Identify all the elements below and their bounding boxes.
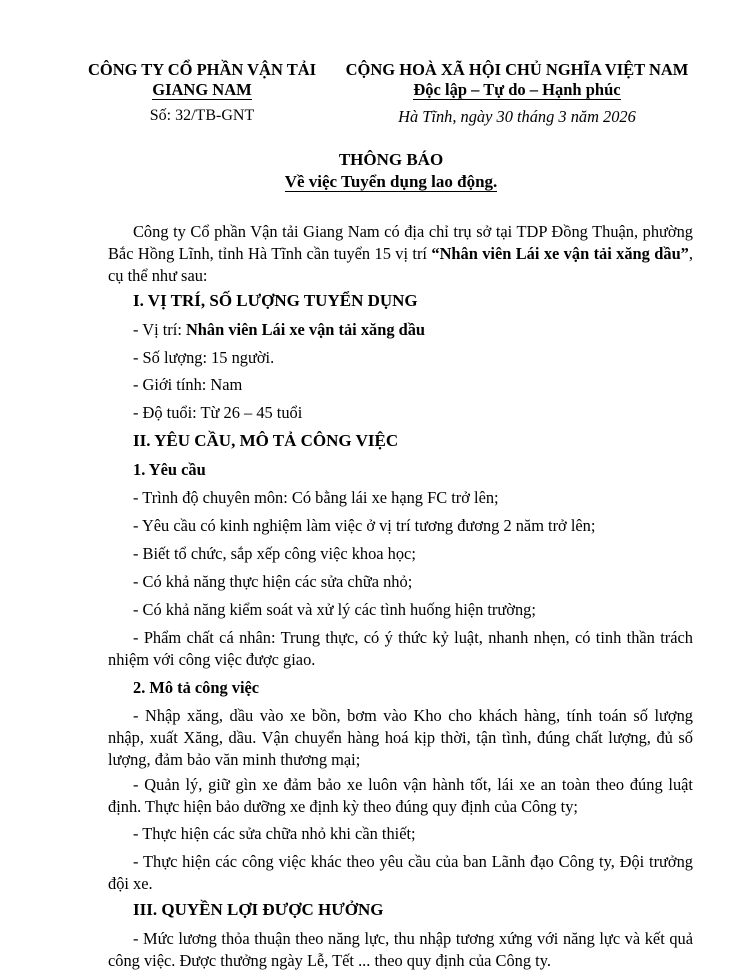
job-description-item: - Nhập xăng, dầu vào xe bồn, bơm vào Kho cho khách hàng, tính toán số lượng nhập, xuất Xăng, dầu. Vận chuyển hàng hoá kịp thời, tận tình, đúng chất lượng, đủ số lượng, đảm bảo văn minh thương mại; (108, 706, 693, 769)
section-3-heading: III. QUYỀN LỢI ĐƯỢC HƯỞNG (133, 900, 384, 919)
section-2-heading: II. YÊU CẦU, MÔ TẢ CÔNG VIỆC (133, 431, 399, 450)
document-number: Số: 32/TB-GNT (149, 107, 255, 124)
document-title: THÔNG BÁO (338, 150, 444, 169)
national-motto-block (338, 80, 696, 100)
company-name-line1: CÔNG TY CỔ PHẦN VẬN TẢI (87, 60, 317, 79)
section-1-heading: I. VỊ TRÍ, SỐ LƯỢNG TUYỂN DỤNG (133, 291, 418, 310)
position-line (133, 319, 718, 341)
requirements-heading: 1. Yêu cầu (133, 460, 206, 479)
requirement-item: - Có khả năng thực hiện các sửa chữa nhỏ; (133, 572, 413, 591)
quantity-line: - Số lượng: 15 người. (133, 348, 275, 367)
place-date: Hà Tĩnh, ngày 30 tháng 3 năm 2026 (398, 107, 636, 126)
age-line: - Độ tuổi: Từ 26 – 45 tuổi (133, 403, 303, 422)
requirement-item: - Biết tổ chức, sắp xếp công việc khoa học; (133, 544, 416, 563)
job-description-item: - Quản lý, giữ gìn xe đảm bảo xe luôn vận hành tốt, lái xe an toàn theo đúng luật định. Thực hiện bảo dưỡng xe định kỳ theo đúng quy định của Công ty; (108, 775, 693, 816)
position-label: - Vị trí: (133, 320, 186, 339)
national-motto: Độc lập – Tự do – Hạnh phúc (413, 80, 621, 99)
requirement-item: - Có khả năng kiểm soát và xử lý các tình huống hiện trường; (133, 600, 536, 619)
requirement-item: - Trình độ chuyên môn: Có bằng lái xe hạng FC trở lên; (133, 488, 499, 507)
company-name-block (84, 80, 320, 100)
company-name-line2: GIANG NAM (152, 80, 252, 99)
document-subtitle-block (0, 172, 754, 192)
national-title: CỘNG HOÀ XÃ HỘI CHỦ NGHĨA VIỆT NAM (345, 60, 689, 79)
job-description-item: - Thực hiện các sửa chữa nhỏ khi cần thiết; (133, 824, 416, 843)
job-description-heading: 2. Mô tả công việc (133, 678, 260, 697)
intro-paragraph (108, 221, 693, 287)
intro-text: Công ty Cổ phần Vận tải Giang Nam có địa chỉ trụ sở tại TDP Đồng Thuận, phường Bắc Hồng Lĩnh, tỉnh Hà Tĩnh cần tuyển 15 vị trí (108, 222, 693, 263)
benefit-item: - Mức lương thỏa thuận theo năng lực, thu nhập tương xứng với năng lực và kết quả công việc. Được thưởng ngày Lễ, Tết ... theo quy định của Công ty. (108, 929, 693, 970)
intro-position-highlight: “Nhân viên Lái xe vận tải xăng dầu” (431, 244, 689, 263)
job-description-item: - Thực hiện các công việc khác theo yêu cầu của ban Lãnh đạo Công ty, Đội trưởng đội xe. (108, 852, 693, 893)
requirement-item: - Phẩm chất cá nhân: Trung thực, có ý thức kỷ luật, nhanh nhẹn, có tinh thần trách nhiệm với công việc được giao. (108, 628, 693, 669)
requirement-item: - Yêu cầu có kinh nghiệm làm việc ở vị trí tương đương 2 năm trở lên; (133, 516, 596, 535)
gender-line: - Giới tính: Nam (133, 375, 243, 394)
position-value: Nhân viên Lái xe vận tải xăng dầu (185, 320, 426, 339)
document-subtitle: Về việc Tuyển dụng lao động. (284, 172, 498, 191)
intro-text-end: , cụ thể như sau: (108, 244, 693, 285)
